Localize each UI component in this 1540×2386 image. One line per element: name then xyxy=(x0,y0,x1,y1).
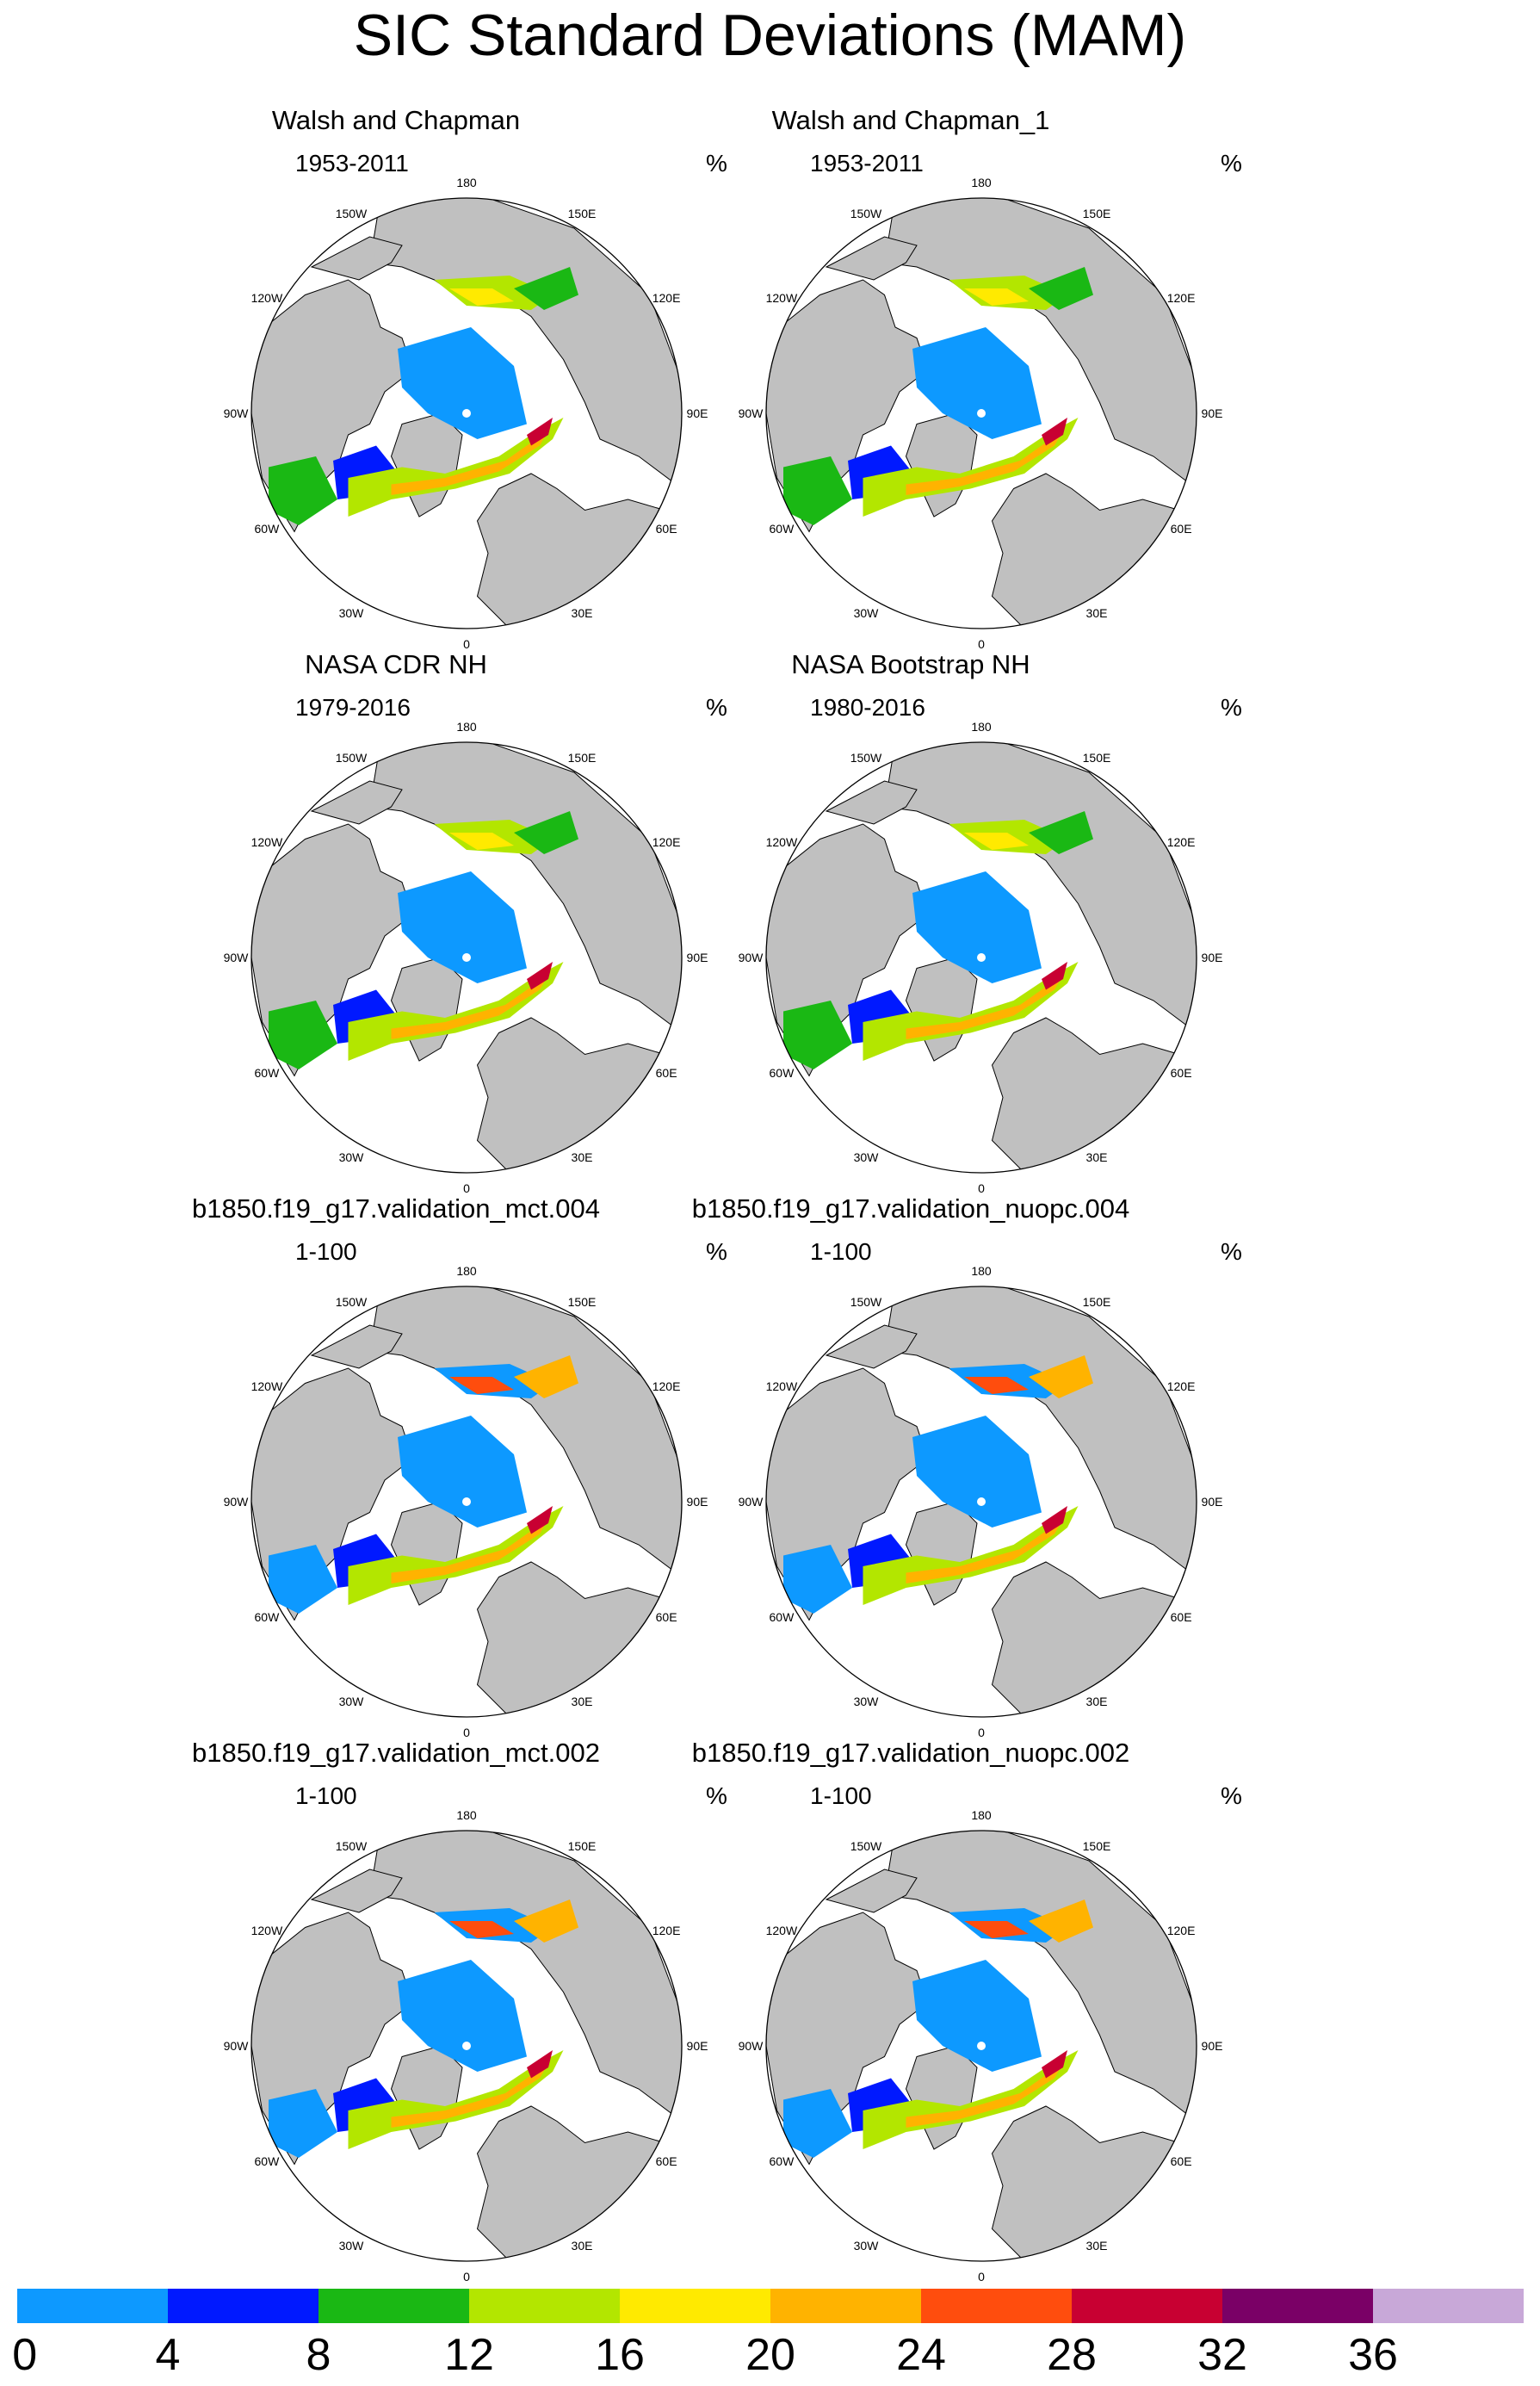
colorbar-swatch xyxy=(319,2289,470,2323)
colorbar-tick-label: 20 xyxy=(745,2330,795,2380)
map-panel: b1850.f19_g17.validation_mct.004 1-100 % 180 150E 120E 90E 60E 30E 0 30W 60W 90W 120W 150W xyxy=(155,1192,861,1743)
longitude-label: 30W xyxy=(853,2239,879,2253)
longitude-label: 60W xyxy=(769,1610,795,1624)
longitude-label: 60W xyxy=(769,1066,795,1080)
colorbar-tick-label: 4 xyxy=(155,2330,181,2380)
map-panel: Walsh and Chapman 1953-2011 % 180 150E 120E 90E 60E 30E 0 30W 60W 90W 120W 150W xyxy=(155,103,861,654)
longitude-label: 90E xyxy=(686,951,708,964)
longitude-label: 30E xyxy=(1085,1150,1108,1165)
colorbar-tick-label: 16 xyxy=(595,2330,645,2380)
panel-title: Walsh and Chapman xyxy=(271,105,521,135)
polar-map xyxy=(618,129,1324,663)
colorbar-swatch xyxy=(17,2289,169,2323)
longitude-label: 60W xyxy=(769,2154,795,2168)
colorbar-tick-label: 36 xyxy=(1348,2330,1398,2380)
longitude-label: 60E xyxy=(1170,1610,1192,1624)
longitude-label: 30W xyxy=(338,1695,364,1709)
longitude-label: 60W xyxy=(254,2154,280,2168)
longitude-label: 150W xyxy=(335,1294,368,1309)
longitude-label: 30W xyxy=(853,1150,879,1165)
longitude-label: 150W xyxy=(850,206,882,220)
longitude-label: 90W xyxy=(738,1495,764,1509)
longitude-label: 90E xyxy=(1201,406,1223,420)
unit-label: % xyxy=(706,694,727,721)
longitude-label: 0 xyxy=(463,637,470,651)
longitude-label: 90W xyxy=(223,1495,249,1509)
map-panel: NASA Bootstrap NH 1980-2016 % 180 150E 120E 90E 60E 30E 0 30W 60W 90W 120W 150W xyxy=(670,648,1376,1199)
longitude-label: 120E xyxy=(652,835,681,849)
longitude-label: 0 xyxy=(978,2270,985,2284)
longitude-label: 90W xyxy=(223,406,249,420)
longitude-label: 150E xyxy=(1082,750,1111,765)
colorbar-tick-label: 12 xyxy=(444,2330,494,2380)
longitude-label: 120W xyxy=(765,835,798,849)
colorbar-tick-label: 24 xyxy=(896,2330,946,2380)
longitude-label: 30W xyxy=(338,1150,364,1165)
longitude-label: 180 xyxy=(456,176,477,189)
longitude-label: 60E xyxy=(1170,1066,1192,1080)
colorbar-tick-label: 0 xyxy=(12,2330,38,2380)
colorbar-swatch xyxy=(620,2289,771,2323)
longitude-label: 150W xyxy=(335,206,368,220)
longitude-label: 150E xyxy=(1082,1838,1111,1853)
longitude-label: 150E xyxy=(567,1294,597,1309)
colorbar-tick-label: 32 xyxy=(1197,2330,1247,2380)
map-panel: b1850.f19_g17.validation_mct.002 1-100 % 180 150E 120E 90E 60E 30E 0 30W 60W 90W 120W 150W xyxy=(155,1736,861,2287)
longitude-label: 30E xyxy=(571,1150,593,1165)
longitude-label: 60E xyxy=(655,1610,677,1624)
longitude-label: 30E xyxy=(571,606,593,621)
colorbar-swatch xyxy=(1373,2289,1525,2323)
figure-title: SIC Standard Deviations (MAM) xyxy=(353,3,1187,68)
longitude-label: 150W xyxy=(850,1294,882,1309)
longitude-label: 0 xyxy=(978,1181,985,1195)
longitude-label: 150W xyxy=(335,1838,368,1853)
longitude-label: 90E xyxy=(1201,951,1223,964)
longitude-label: 120E xyxy=(1166,1379,1196,1393)
longitude-label: 90W xyxy=(738,406,764,420)
longitude-label: 120W xyxy=(765,291,798,305)
longitude-label: 120W xyxy=(765,1379,798,1393)
longitude-label: 120E xyxy=(652,1924,681,1937)
longitude-label: 90E xyxy=(1201,1495,1223,1509)
polar-map xyxy=(618,673,1324,1207)
panel-title: NASA Bootstrap NH xyxy=(791,649,1030,679)
longitude-label: 60W xyxy=(769,522,795,536)
colorbar-tick-label: 8 xyxy=(306,2330,331,2380)
longitude-label: 180 xyxy=(456,1264,477,1278)
longitude-label: 120W xyxy=(250,1379,283,1393)
unit-label: % xyxy=(706,1782,727,1809)
longitude-label: 30E xyxy=(1085,2239,1108,2253)
colorbar-swatch xyxy=(1222,2289,1374,2323)
unit-label: % xyxy=(706,1238,727,1265)
longitude-label: 180 xyxy=(971,720,992,734)
longitude-label: 150E xyxy=(1082,1294,1111,1309)
panel-title: b1850.f19_g17.validation_nuopc.002 xyxy=(691,1738,1130,1768)
longitude-label: 150E xyxy=(567,750,597,765)
longitude-label: 180 xyxy=(971,1808,992,1822)
longitude-label: 60W xyxy=(254,522,280,536)
unit-label: % xyxy=(1221,1238,1242,1265)
longitude-label: 30W xyxy=(338,2239,364,2253)
longitude-label: 60E xyxy=(655,1066,677,1080)
longitude-label: 180 xyxy=(456,720,477,734)
panel-title: b1850.f19_g17.validation_nuopc.004 xyxy=(691,1193,1130,1224)
unit-label: % xyxy=(706,150,727,177)
unit-label: % xyxy=(1221,150,1242,177)
colorbar-swatch xyxy=(168,2289,319,2323)
unit-label: % xyxy=(1221,1782,1242,1809)
longitude-label: 120E xyxy=(1166,835,1196,849)
panel-title: b1850.f19_g17.validation_mct.002 xyxy=(192,1738,600,1768)
longitude-label: 30W xyxy=(853,1695,879,1709)
unit-label: % xyxy=(1221,694,1242,721)
longitude-label: 120E xyxy=(1166,1924,1196,1937)
longitude-label: 90E xyxy=(686,406,708,420)
longitude-label: 90E xyxy=(686,2039,708,2053)
panel-title: b1850.f19_g17.validation_mct.004 xyxy=(192,1193,600,1224)
longitude-label: 30E xyxy=(1085,606,1108,621)
longitude-label: 120E xyxy=(652,1379,681,1393)
longitude-label: 60E xyxy=(1170,2154,1192,2168)
longitude-label: 90W xyxy=(223,2039,249,2053)
map-panel: b1850.f19_g17.validation_nuopc.004 1-100 % 180 150E 120E 90E 60E 30E 0 30W 60W 90W 120W 150W xyxy=(670,1192,1376,1743)
longitude-label: 120W xyxy=(250,291,283,305)
longitude-label: 90W xyxy=(223,951,249,964)
colorbar xyxy=(17,2289,1524,2323)
longitude-label: 30E xyxy=(571,1695,593,1709)
longitude-label: 180 xyxy=(971,1264,992,1278)
longitude-label: 120W xyxy=(250,1924,283,1937)
colorbar-tick-label: 28 xyxy=(1047,2330,1097,2380)
longitude-label: 90W xyxy=(738,951,764,964)
longitude-label: 60E xyxy=(655,2154,677,2168)
colorbar-swatch xyxy=(770,2289,922,2323)
longitude-label: 150E xyxy=(1082,206,1111,220)
longitude-label: 120E xyxy=(652,291,681,305)
longitude-label: 150W xyxy=(335,750,368,765)
longitude-label: 30E xyxy=(571,2239,593,2253)
longitude-label: 90W xyxy=(738,2039,764,2053)
polar-map xyxy=(618,1218,1324,1751)
longitude-label: 180 xyxy=(971,176,992,189)
longitude-label: 0 xyxy=(463,2270,470,2284)
longitude-label: 60W xyxy=(254,1610,280,1624)
map-panel: NASA CDR NH 1979-2016 % 180 150E 120E 90E 60E 30E 0 30W 60W 90W 120W 150W xyxy=(155,648,861,1199)
longitude-label: 150E xyxy=(567,206,597,220)
longitude-label: 90E xyxy=(686,1495,708,1509)
longitude-label: 0 xyxy=(978,637,985,651)
longitude-label: 60E xyxy=(655,522,677,536)
longitude-label: 30W xyxy=(853,606,879,621)
colorbar-swatch xyxy=(1072,2289,1223,2323)
longitude-label: 120W xyxy=(765,1924,798,1937)
polar-map xyxy=(618,1762,1324,2296)
longitude-label: 180 xyxy=(456,1808,477,1822)
colorbar-swatch xyxy=(469,2289,621,2323)
longitude-label: 0 xyxy=(463,1181,470,1195)
longitude-label: 60W xyxy=(254,1066,280,1080)
longitude-label: 0 xyxy=(978,1726,985,1739)
longitude-label: 30W xyxy=(338,606,364,621)
longitude-label: 0 xyxy=(463,1726,470,1739)
longitude-label: 60E xyxy=(1170,522,1192,536)
longitude-label: 120W xyxy=(250,835,283,849)
panel-title: Walsh and Chapman_1 xyxy=(771,105,1050,135)
map-panel: b1850.f19_g17.validation_nuopc.002 1-100 % 180 150E 120E 90E 60E 30E 0 30W 60W 90W 120W 150W xyxy=(670,1736,1376,2287)
longitude-label: 150W xyxy=(850,1838,882,1853)
longitude-label: 90E xyxy=(1201,2039,1223,2053)
longitude-label: 150W xyxy=(850,750,882,765)
longitude-label: 120E xyxy=(1166,291,1196,305)
panel-title: NASA CDR NH xyxy=(305,649,487,679)
longitude-label: 30E xyxy=(1085,1695,1108,1709)
colorbar-swatch xyxy=(921,2289,1073,2323)
longitude-label: 150E xyxy=(567,1838,597,1853)
map-panel: Walsh and Chapman_1 1953-2011 % 180 150E 120E 90E 60E 30E 0 30W 60W 90W 120W 150W xyxy=(670,103,1376,654)
